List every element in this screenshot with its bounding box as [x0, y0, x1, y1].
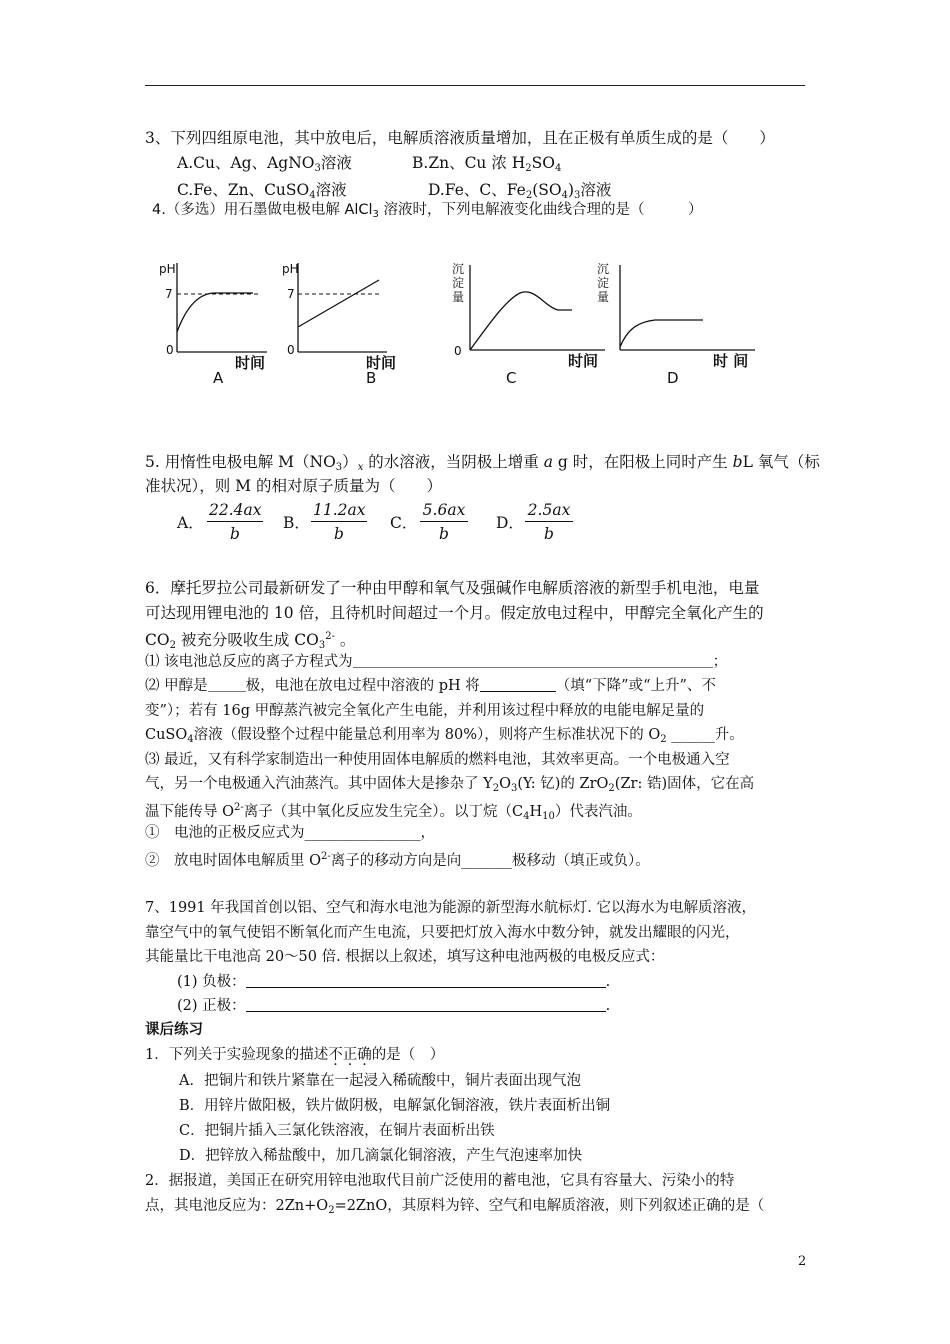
- q5-option-d-label: D．: [496, 514, 524, 532]
- q4-stem: 4.（多选）用石墨做电极电解 AlCl$_3$ 溶液时，下列电解液变化曲线合理的是（ ）: [152, 202, 703, 220]
- graph-d: [595, 255, 760, 390]
- graph-b-origin: 0: [287, 343, 295, 357]
- graph-d-curve: [620, 320, 703, 347]
- graph-d-xlabel: 时 间: [713, 352, 749, 370]
- graph-d-ylabel-1: 沉: [597, 262, 610, 276]
- hw-q2-line-1: 2．据报道，美国正在研究用锌电池取代目前广泛使用的蓄电池，它具有容量大、污染小的特: [145, 1173, 735, 1189]
- q6-sub-2c: CuSO$_4$溶液（假设整个过程中能量总利用率为 80%），则将产生标准状况下的 $O_2$ ______升。: [145, 727, 744, 745]
- graph-b-ylabel: pH: [282, 262, 299, 276]
- hw-q1-stem: 1．下列关于实验现象的描述不正确的是（ ）: [145, 1047, 445, 1063]
- q3-option-a: A.Cu、Ag、AgNO$_3$溶液: [177, 154, 352, 174]
- q6-blank-electrode[interactable]: [208, 679, 246, 692]
- graph-b: [282, 255, 397, 390]
- q7-line-3: 其能量比干电池高 20～50 倍. 根据以上叙述，填写这种电池两极的电极反应式：: [145, 949, 665, 965]
- hw-q1-option-a: A．把铜片和铁片紧靠在一起浸入稀硫酸中，铜片表面出现气泡: [179, 1073, 581, 1089]
- q7-positive: (2) 正极： .: [177, 998, 611, 1014]
- graph-c-origin: 0: [454, 344, 462, 358]
- graph-a-ylabel: pH: [159, 262, 176, 276]
- hw-q1-option-b: B．用锌片做阳极，铁片做阴极，电解氯化铜溶液，铁片表面析出铜: [179, 1098, 611, 1114]
- q5-option-c-fraction: $\frac{5.6ax}{b}$: [420, 501, 468, 543]
- graph-c-ylabel-1: 沉: [452, 262, 465, 276]
- hw-q1-option-c: C．把铜片插入三氯化铁溶液，在铜片表面析出铁: [179, 1123, 495, 1139]
- graph-d-ylabel-3: 量: [597, 290, 610, 304]
- q6-sub-3b: 气，另一个电极通入汽油蒸汽。其中固体大是掺杂了 $Y_2O_3(Y$: 钇)的 ZrO$_2$(Zr: 锆)固体，它在高: [145, 776, 755, 794]
- q6-sub-1: ⑴ 该电池总反应的离子方程式为 ；: [145, 654, 728, 670]
- graph-b-curve: [298, 280, 379, 327]
- graph-c-ylabel-3: 量: [452, 290, 465, 304]
- graph-a-xlabel: 时间: [235, 354, 266, 372]
- q6-sub-3c: 温下能传导 $O^{2-}$离子（其中氧化反应发生完全）。以丁烷$(C_4H_{10})$代表汽油。: [145, 802, 642, 822]
- q3-option-c: C.Fe、Zn、CuSO$_4$溶液: [177, 181, 347, 201]
- graph-a-mark-7: 7: [165, 287, 173, 301]
- q5-line-1: 5. 用惰性电极电解 $M(NO_3)_x$ 的水溶液，当阴极上增重 a g 时，在阳极上同时产生 bL 氧气（标: [145, 453, 820, 473]
- q3-stem: 3、下列四组原电池，其中放电后，电解质溶液质量增加，且在正极有单质生成的是（ ）: [145, 129, 775, 147]
- q5-option-b-fraction: $\frac{11.2ax}{b}$: [313, 501, 366, 543]
- q6-sub-3d: ① 电池的正极反应式为________________，: [145, 825, 435, 841]
- q6-sub-2b: 变”）；若有 16g 甲醇蒸汽被完全氧化产生电能，并利用该过程中释放的电能电解足量的: [145, 703, 705, 719]
- q5-option-a-fraction: $\frac{22.4ax}{b}$: [209, 501, 262, 543]
- q6-line-1: 6．摩托罗拉公司最新研发了一种由甲醇和氧气及强碱作电解质溶液的新型手机电池，电量: [145, 579, 760, 597]
- graph-a: [155, 255, 270, 390]
- q6-line-3: $CO_2$ 被充分吸收生成 $CO_3^{2-}$ 。: [145, 631, 356, 651]
- q7-negative: (1) 负极： .: [177, 974, 611, 990]
- graph-b-caption: B: [366, 369, 377, 387]
- graph-a-origin: 0: [166, 343, 174, 357]
- graph-c-xlabel: 时间: [568, 352, 599, 370]
- hw-q1-option-d: D．把锌放入稀盐酸中，加几滴氯化铜溶液，产生气泡速率加快: [179, 1148, 583, 1164]
- q6-blank-equation[interactable]: [353, 655, 713, 668]
- q7-line-2: 靠空气中的氧气使铝不断氧化而产生电流，只要把灯放入海水中数分钟，就发出耀眼的闪光，: [145, 925, 740, 941]
- q7-blank-negative[interactable]: [246, 973, 606, 988]
- q5-option-a-label: A．: [177, 514, 204, 532]
- q5-option-c-label: C．: [390, 514, 418, 532]
- graph-c-caption: C: [506, 369, 517, 387]
- q5-option-b-label: B．: [283, 514, 310, 532]
- q6-sub-3e: ② 放电时固体电解质里 $O^{2-}$离子的移动方向是向_______极移动（填正或负）。: [145, 851, 650, 869]
- graph-a-caption: A: [213, 369, 224, 387]
- graph-b-mark-7: 7: [287, 287, 295, 301]
- hw-q2-line-2: 点，其电池反应为：$2Zn+O_2=2ZnO$，其原料为锌、空气和电解质溶液，则下列叙述正确的是（: [145, 1198, 765, 1216]
- q7-line-1: 7、1991 年我国首创以铝、空气和海水电池为能源的新型海水航标灯. 它以海水为电解质溶液，: [145, 900, 756, 916]
- graph-b-xlabel: 时间: [366, 354, 397, 372]
- q6-blank-ph[interactable]: [480, 677, 556, 692]
- graph-d-caption: D: [667, 369, 679, 387]
- q6-sub-2a: ⑵ 甲醇是 极，电池在放电过程中溶液的 pH 将 （填“下降”或“上升”、不: [145, 678, 716, 694]
- page-number: 2: [798, 1254, 807, 1269]
- graph-c: [450, 255, 610, 390]
- homework-title: 课后练习: [145, 1022, 203, 1038]
- q5-line-2: 准状况），则 M 的相对原子质量为（ ）: [145, 477, 442, 495]
- graph-a-curve: [177, 293, 253, 332]
- q3-option-b: B.Zn、Cu 浓 $H_2SO_4$: [412, 154, 562, 174]
- q7-blank-positive[interactable]: [246, 997, 606, 1012]
- q5-option-d-fraction: $\frac{2.5ax}{b}$: [525, 501, 573, 543]
- graph-d-ylabel-2: 淀: [597, 276, 610, 290]
- graph-c-ylabel-2: 淀: [452, 276, 465, 290]
- q6-line-2: 可达现用锂电池的 10 倍，且待机时间超过一个月。假定放电过程中，甲醇完全氧化产生的: [145, 604, 764, 622]
- header-rule: [145, 85, 805, 86]
- graph-c-curve: [470, 292, 572, 350]
- q6-sub-3a: ⑶ 最近，又有科学家制造出一种使用固体电解质的燃料电池，其效率更高。一个电极通入空: [145, 752, 730, 768]
- q3-option-d: D.Fe、C、$Fe_2(SO_4)_3$溶液: [428, 181, 612, 201]
